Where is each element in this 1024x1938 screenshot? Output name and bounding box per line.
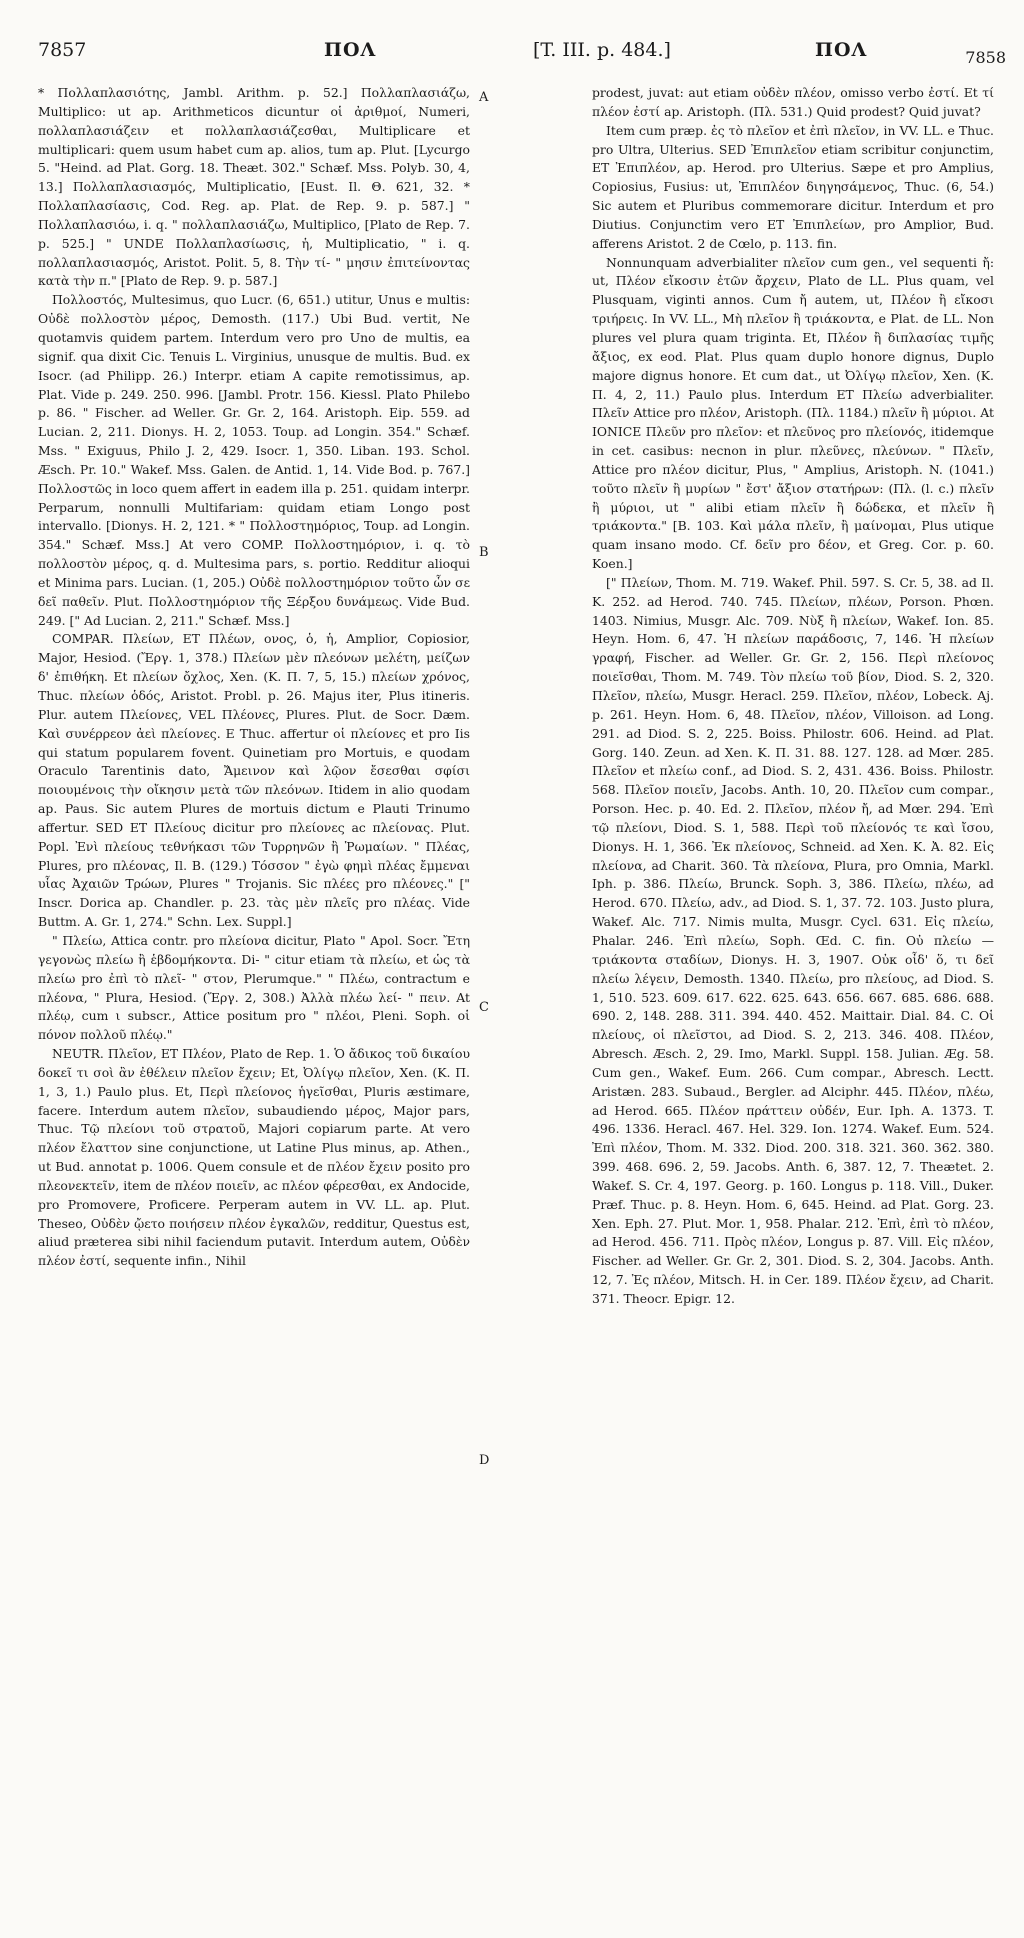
entry-epi-pleion: Item cum præp. ἐς τὸ πλεῖον et ἐπὶ πλεῖον, in VV. LL. e Thuc. pro Ultra, Ulterius. SED Ἐπιπλεῖον etiam scribitur conjunctim, ET Ἐπιπλέον, ap. Herod. pro Ulterius. Sæpe et pro Amplius, Copiosius, Fusius: ut, Ἐπιπλέον διηγησάμενος, Thuc. (6, 54.) Sic autem et Pluribus commemorare dicitur. Interdum et pro Diutius. Conjunctim vero ET Ἐπιπλείων, pro Amplior, Bud. afferens Aristot. 2 de Cœlo, p. 113. fin. <box>592 122 994 251</box>
entry-compar-pleion: COMPAR. Πλείων, ET Πλέων, ονος, ὁ, ἡ, Amplior, Copiosior, Major, Hesiod. (Ἔργ. 1, 378.) Πλείων μὲν πλεόνων μελέτη, μείζων δ' ἐπιθήκη. Et πλείων ὄχλος, Xen. (K. Π. 7, 5, 15.) πλείων χρόνος, Thuc. πλείων ὁδός, Aristot. Probl. p. 26. Majus iter, Plus itineris. Plur. autem Πλείονες, VEL Πλέονες, Plures. Plut. de Socr. Dæm. Καὶ συνέρρεον ἀεὶ πλείονες. E Thuc. affertur οἱ πλείονες et pro Iis qui statum popularem fovent. Quinetiam pro Mortuis, e quodam Oraculo Tarentinis dato, Ἄμεινον καὶ λῷον ἔσεσθαι σφίσι ποιουμένοις τὴν οἴκησιν μετὰ τῶν πλεόνων. Itidem in alio quodam ap. Paus. Sic autem Plures de mortuis dictum e Plauti Trinumo affertur. SED ET Πλείους dicitur pro πλείονες ac πλείονας. Plut. Popl. Ἐνὶ πλείους τεθνήκασι τῶν Τυρρηνῶν ἢ Ῥωμαίων. " Πλέας, Plures, pro πλέονας, Il. B. (129.) Τόσσον " ἐγὼ φημὶ πλέας ἔμμεναι υἷας Ἀχαιῶν Τρώων, Plures " Trojanis. Sic πλέες pro πλέονες." [" Inscr. Dorica ap. Chandler. p. 23. τὰς μὲν πλεῖς pro πλέας. Vide Buttm. A. Gr. 1, 274." Schn. Lex. Suppl.] <box>38 631 470 930</box>
entry-pleio: " Πλείω, Attica contr. pro πλείονα dicitur, Plato " Apol. Socr. Ἔτη γεγονὼς πλείω ἢ ἑβδομήκοντα. Di- " citur etiam τὰ πλείω, et ὡς τὰ πλείω pro ἐπὶ τὸ πλεῖ- " στον, Plerumque." " Πλέω, contractum e πλέονα, " Plura, Hesiod. (Ἔργ. 2, 308.) Ἀλλὰ πλέω λεί- " πειν. At πλέῳ, cum ι subscr., Attice positum pro " πλέοι, Pleni. Soph. οἱ πόνον πολλοῦ πλέῳ." <box>38 932 470 1043</box>
margin-letter-d: D <box>479 1453 490 1468</box>
entry-pollostos: Πολλοστός, Multesimus, quo Lucr. (6, 651.) utitur, Unus e multis: Οὐδὲ πολλοστὸν μέρος, Demosth. (117.) Ubi Bud. vertit, Ne quotamvis quidem partem. Interdum vero pro Uno de multis, ea signif. qua dixit Cic. Tenuis L. Virginius, unusque de multis. Bud. ex Isocr. (ad Philipp. 26.) Interpr. etiam A capite remotissimus, ap. Plat. Vide p. 249. 250. 996. [Jambl. Protr. 156. Kiessl. Plato Philebo p. 86. " Fischer. ad Weller. Gr. Gr. 2, 164. Aristoph. Eip. 559. ad Lucian. 2, 211. Dionys. H. 2, 1053. Toup. ad Longin. 354." Schæf. Mss. " Exiguus, Philo J. 2, 429. Isocr. 1, 350. Liban. 193. Schol. Æsch. Pr. 10." Wakef. Mss. Galen. de Antid. 1, 14. Vide Bod. p. 767.] Πολλοστῶς in loco quem affert in eadem illa p. 251. quidam interpr. Perparum, nonnulli Multifariam: quidam etiam Longo post intervallo. [Dionys. H. 2, 121. * " Πολλοστημόριος, Toup. ad Longin. 354." Schæf. Mss.] At vero COMP. Πολλοστημόριον, i. q. τὸ πολλοστὸν μέρος, q. d. Multesima pars, s. portio. Redditur alioqui et Minima pars. Lucian. (1, 205.) Οὐδὲ πολλοστημόριον τοῦτο ὧν σε δεῖ παθεῖν. Plut. Πολλοστημόριον τῆς Ξέρξου δυνάμεως. Vide Bud. 249. [" Ad Lucian. 2, 211." Schæf. Mss.] <box>38 292 470 628</box>
entry-prodest: prodest, juvat: aut etiam οὐδὲν πλέον, omisso verbo ἐστί. Et τί πλέον ἐστί ap. Aristoph. (Πλ. 531.) Quid prodest? Quid juvat? <box>592 85 994 119</box>
running-headword-left: ΠΟΛ <box>324 39 377 61</box>
entry-neutr-pleion: NEUTR. Πλεῖον, ET Πλέον, Plato de Rep. 1. Ὁ ἄδικος τοῦ δικαίου δοκεῖ τι σοὶ ἂν ἐθέλειν πλεῖον ἔχειν; Et, Ὀλίγῳ πλεῖον, Xen. (K. Π. 1, 3, 1.) Paulo plus. Et, Περὶ πλείονος ἡγεῖσθαι, Pluris æstimare, facere. Interdum autem πλεῖον, subaudiendo μέρος, Major pars, Thuc. Τῷ πλείονι τοῦ στρατοῦ, Majori copiarum parte. At vero πλέον ἔλαττον sine conjunctione, ut Latine Plus minus, ap. Athen., ut Bud. annotat p. 1006. Quem consule et de πλέον ἔχειν posito pro πλεονεκτεῖν, item de πλέον ποιεῖν, ac πλέον φέρεσθαι, ex Andocide, pro Promovere, Proficere. Perperam autem in VV. LL. ap. Plut. Theseo, Οὐδὲν ᾤετο ποιήσειν πλέον ἐγκαλῶν, redditur, Questus est, aliud præterea sibi nihil faciendum putavit. Interdum autem, Οὐδὲν πλέον ἐστί, sequente infin., Nihil <box>38 1046 470 1269</box>
margin-letter-a: A <box>479 90 489 105</box>
left-column <box>38 84 470 1914</box>
entry-polla-plasiazo: * Πολλαπλασιότης, Jambl. Arithm. p. 52.] Πολλαπλασιάζω, Multiplico: ut ap. Arithmeticos dicuntur οἱ ἀριθμοί, Numeri, πολλαπλασιάζειν et πολλαπλασιάζεσθαι, Multiplicare et multiplicari: quem usum habet cum ap. alios, tum ap. Plut. [Lycurgo 5. "Heind. ad Plat. Gorg. 18. Theæt. 302." Schæf. Mss. Polyb. 30, 4, 13.] Πολλαπλασιασμός, Multiplicatio, [Eust. Il. Θ. 621, 32. * Πολλαπλασίασις, Cod. Reg. ap. Plat. de Rep. 9. p. 587.] " Πολλαπλασιόω, i. q. " πολλαπλασιάζω, Multiplico, [Plato de Rep. 7. p. 525.] " UNDE Πολλαπλασίωσις, ἡ, Multiplicatio, " i. q. πολλαπλασιασμός, Aristot. Polit. 5, 8. Τὴν τί- " μησιν ἐπιτείνοντας κατὰ τὴν π." [Plato de Rep. 9. p. 587.] <box>38 85 470 289</box>
column-number-left: 7857 <box>38 39 87 61</box>
running-headword-right: ΠΟΛ <box>815 39 868 61</box>
entry-pleion-references: [" Πλείων, Thom. M. 719. Wakef. Phil. 597. S. Cr. 5, 38. ad Il. K. 252. ad Herod. 740. 745. Πλείων, πλέων, Porson. Phœn. 1403. Nimius, Musgr. Alc. 709. Νὺξ ἢ πλείων, Wakef. Ion. 85. Heyn. Hom. 6, 47. Ἡ πλείων παράδοσις, 7, 146. Ἡ πλείων γραφή, Fischer. ad Weller. Gr. Gr. 2, 156. Περὶ πλείονος ποιεῖσθαι, Thom. M. 749. Τὸν πλείω τοῦ βίον, Diod. S. 2, 320. Πλεῖον, πλείω, Musgr. Heracl. 259. Πλεῖον, πλέον, Lobeck. Aj. p. 261. Heyn. Hom. 6, 48. Πλεῖον, πλέον, Villoison. ad Long. 291. ad Diod. S. 2, 225. Boiss. Philostr. 606. Heind. ad Plat. Gorg. 140. Zeun. ad Xen. K. Π. 31. 88. 127. 128. ad Mœr. 285. Πλεῖον et πλείω conf., ad Diod. S. 2, 431. 436. Boiss. Philostr. 568. Πλεῖον ποιεῖν, Jacobs. Anth. 10, 20. Πλεῖον cum compar., Porson. Hec. p. 40. Ed. 2. Πλεῖον, πλέον ἤ, ad Mœr. 294. Ἐπὶ τῷ πλείονι, Diod. S. 1, 588. Περὶ τοῦ πλείονός τε καὶ ἴσου, Dionys. H. 1, 366. Ἐκ πλείονος, Schneid. ad Xen. K. Ἀ. 82. Εἰς πλείονα, ad Charit. 360. Τὰ πλείονα, Plura, pro Omnia, Markl. Iph. p. 386. Πλείω, Brunck. Soph. 3, 386. Πλείω, πλέω, ad Herod. 670. Πλείω, adv., ad Diod. S. 1, 37. 72. 103. Justo plura, Wakef. Alc. 717. Nimis multa, Musgr. Cycl. 631. Εἰς πλείω, Phalar. 246. Ἐπὶ πλείω, Soph. Œd. C. fin. Οὐ πλείω — τριάκοντα σταδίων, Dionys. H. 3, 1907. Οὐκ οἶδ' ὅ, τι δεῖ πλείω λέγειν, Demosth. 1340. Πλείω, pro πλείους, ad Diod. S. 1, 510. 523. 609. 617. 622. 625. 643. 656. 667. 685. 686. 688. 690. 2, 148. 288. 311. 394. 440. 452. Maittair. Dial. 84. C. Οἱ πλείους, οἱ πλεῖστοι, ad Diod. S. 2, 213. 346. 408. Πλέον, Abresch. Æsch. 2, 29. Imo, Markl. Suppl. 158. Julian. Æg. 58. Cum gen., Wakef. Eum. 266. Cum compar., Abresch. Lectt. Aristæn. 283. Subaud., Bergler. ad Alciphr. 445. Πλέον, πλέω, ad Herod. 665. Πλέον πράττειν οὐδέν, Eur. Iph. A. 1373. T. 496. 1336. Heracl. 467. Hel. 329. Ion. 1274. Wakef. Eum. 524. Ἐπὶ πλέον, Thom. M. 332. Diod. 200. 318. 321. 360. 362. 380. 399. 468. 696. 2, 59. Jacobs. Anth. 6, 387. 12, 7. Theætet. 2. Wakef. S. Cr. 4, 197. Georg. p. 160. Longus p. 118. Vill., Duker. Præf. Thuc. p. 8. Heyn. Hom. 6, 645. Heind. ad Plat. Gorg. 23. Xen. Eph. 27. Plut. Mor. 1, 958. Phalar. 212. Ἐπὶ, ἐπὶ τὸ πλέον, ad Herod. 456. 711. Πρὸς πλέον, Longus p. 87. Vill. Εἰς πλέον, Fischer. ad Weller. Gr. Gr. 2, 301. Diod. S. 2, 304. Jacobs. Anth. 12, 7. Ἐς πλέον, Mitsch. H. in Cer. 189. Πλέον ἔχειν, ad Charit. 371. Theocr. Epigr. 12. <box>592 574 994 1306</box>
column-number-right: 7858 <box>965 48 1006 67</box>
volume-page-reference: [T. III. p. 484.] <box>533 39 671 61</box>
page-header <box>28 28 1006 72</box>
entry-adverbial-pleion: Nonnunquam adverbialiter πλεῖον cum gen., vel sequenti ἤ: ut, Πλέον εἴκοσιν ἐτῶν ἄρχειν, Plato de LL. Plus quam, vel Plusquam, viginti annos. Cum ἤ autem, ut, Πλέον ἢ εἴκοσι τριήρεις. In VV. LL., Μὴ πλεῖον ἢ τριάκοντα, e Plat. de LL. Non plures vel plura quam triginta. Et, Πλέον ἢ διπλασίας τιμῆς ἄξιος, ex eod. Plat. Plus quam duplo honore dignus, Duplo majore dignus honore. Et cum dat., ut Ὀλίγῳ πλεῖον, Xen. (K. Π. 4, 2, 11.) Paulo plus. Interdum ET Πλείω adverbialiter. Πλεῖν Attice pro πλέον, Aristoph. (Πλ. 1184.) πλεῖν ἢ μύριοι. At IONICE Πλεῦν pro πλεῖον: et πλεῦνος pro πλείονός, itidemque in cet. casibus: necnon in plur. πλεῦνες, πλεύνων. " Πλεῖν, Attice pro πλέον dicitur, Plus, " Amplius, Aristoph. N. (1041.) τοῦτο πλεῖν ἢ μυρίων " ἔστ' ἄξιον στατήρων: (Πλ. (l. c.) πλεῖν ἢ μύριοι, ut " alibi etiam πλεῖν ἢ δώδεκα, et πλεῖν ἢ τριάκοντα." [B. 103. Καὶ μάλα πλεῖν, ἢ μαίνομαι, Plus utique quam insano modo. Cf. δεῖν pro δέον, et Greg. Cor. p. 60. Koen.] <box>592 254 994 572</box>
margin-letter-b: B <box>479 545 489 560</box>
right-column <box>592 84 994 1914</box>
margin-letter-c: C <box>479 1000 489 1015</box>
